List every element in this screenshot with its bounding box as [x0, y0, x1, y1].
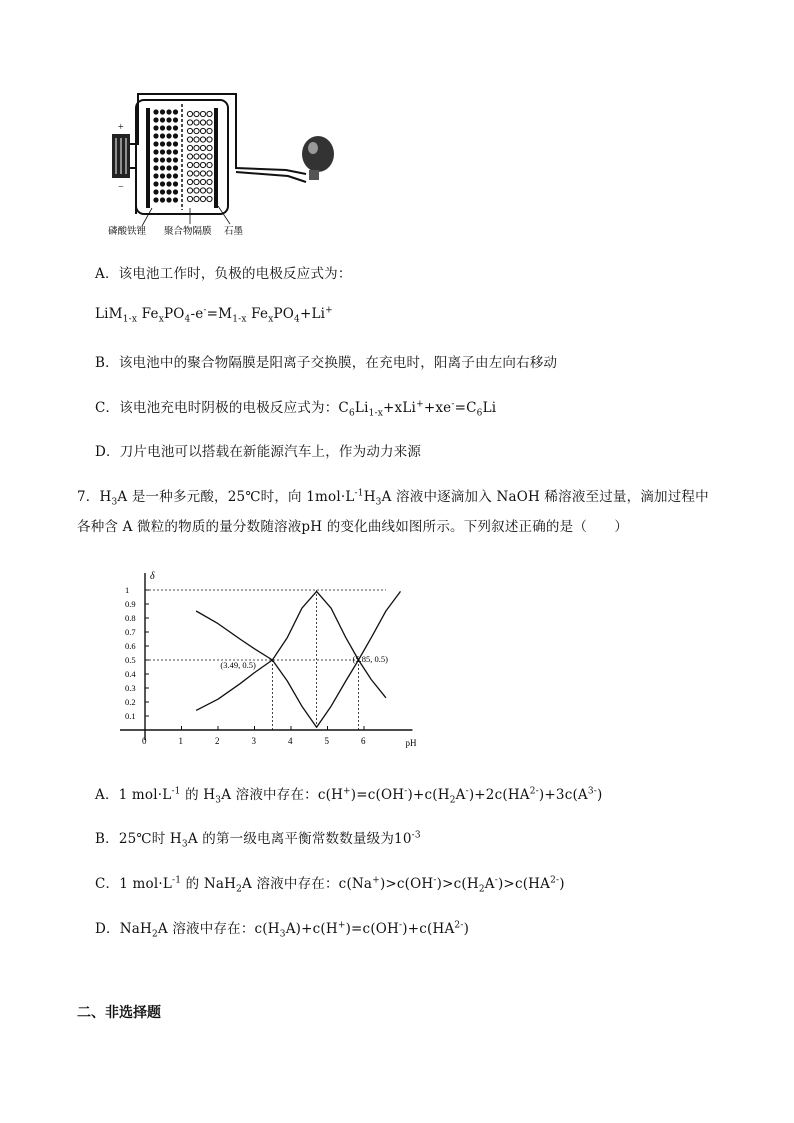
terminal-minus-label: − — [118, 182, 124, 193]
q6-option-c: C．该电池充电时阴极的电极反应式为：$C_6Li_{1-x}+xLi^++xe^-=C_6Li$ — [95, 399, 497, 419]
y-tick-label: 0.8 — [125, 613, 136, 623]
y-tick-label: 0.7 — [125, 627, 136, 637]
y-tick-label: 0.5 — [125, 655, 136, 665]
x-axis-label: pH — [405, 738, 417, 748]
label-graphite: 石墨 — [224, 227, 244, 237]
x-tick-label: 0 — [142, 736, 147, 746]
y-tick-label: 0.9 — [125, 599, 136, 609]
q7-stem-line2: 各种含 A 微粒的物质的量分数随溶液pH 的变化曲线如图所示。下列叙述正确的是（ ） — [77, 519, 629, 535]
annotation-point-2: (5.85, 0.5) — [352, 654, 388, 664]
y-tick-label: 0.1 — [125, 711, 136, 721]
q6-option-a: A．该电池工作时，负极的电极反应式为： — [95, 266, 352, 282]
section-heading-nonchoice: 二、非选择题 — [77, 1005, 161, 1021]
q7-stem-line1: 7．$H_3A$ 是一种多元酸，25℃时，向 $1mol\cdot L^{-1}H_3A$ 溶液中逐滴加入 NaOH 稀溶液至过量，滴加过程中 — [77, 488, 709, 508]
terminal-plus-label: + — [118, 122, 124, 133]
q6-option-b: B．该电池中的聚合物隔膜是阳离子交换膜，在充电时，阳离子由左向右移动 — [95, 355, 558, 371]
y-tick-label: 0.6 — [125, 641, 136, 651]
x-tick-label: 3 — [251, 736, 256, 746]
x-tick-label: 6 — [361, 736, 366, 746]
species-distribution-chart — [110, 560, 417, 750]
q6-option-a-equation: LiM$_{1-x}$ $Fe_xPO_4-e^-=M_{1-x}$ $Fe_xPO_4+Li^+$ — [95, 305, 333, 325]
x-tick-label: 5 — [324, 736, 329, 746]
q7-option-c: C．1 $mol\cdot L^{-1}$ 的 NaH$_2$A 溶液中存在：$c(Na^+)>c(OH^-)>c(H_2A^-)>c(HA^{2-})$ — [95, 875, 565, 895]
lifepo4-electrode — [146, 108, 150, 208]
q7-option-a: A．1 $mol\cdot L^{-1}$ 的 $H_3A$ 溶液中存在：$c(H^+)=c(OH^-)+c(H_2A^-)+2c(HA^{2-})+3c(A^{3-})$ — [95, 786, 603, 806]
x-tick-label: 1 — [178, 736, 183, 746]
external-battery-icon — [112, 134, 130, 178]
series-curve-2 — [196, 591, 386, 710]
y-tick-label: 0.2 — [125, 697, 136, 707]
series-curve-1 — [196, 611, 317, 727]
label-polymer-membrane: 聚合物隔膜 — [164, 227, 212, 237]
battery-diagram — [106, 86, 346, 236]
graphite-electrode — [214, 108, 218, 208]
y-axis-label: δ — [150, 571, 155, 582]
y-tick-label: 0.3 — [125, 683, 136, 693]
q6-option-d: D．刀片电池可以搭载在新能源汽车上，作为动力来源 — [95, 444, 422, 460]
x-tick-label: 4 — [288, 736, 293, 746]
annotation-point-1: (3.49, 0.5) — [220, 660, 256, 670]
q7-option-b: B．25℃时 $H_3A$ 的第一级电离平衡常数数量级为$10^{-3}$ — [95, 830, 421, 850]
x-tick-label: 2 — [215, 736, 220, 746]
y-tick-label: 1 — [125, 585, 130, 595]
y-tick-label: 0.4 — [125, 669, 136, 679]
light-bulb-icon — [302, 136, 334, 180]
q7-option-d: D．NaH$_2$A 溶液中存在：$c(H_3A)+c(H^+)=c(OH^-)+c(HA^{2-})$ — [95, 920, 470, 940]
label-lifepo4: 磷酸铁锂 — [108, 227, 147, 237]
